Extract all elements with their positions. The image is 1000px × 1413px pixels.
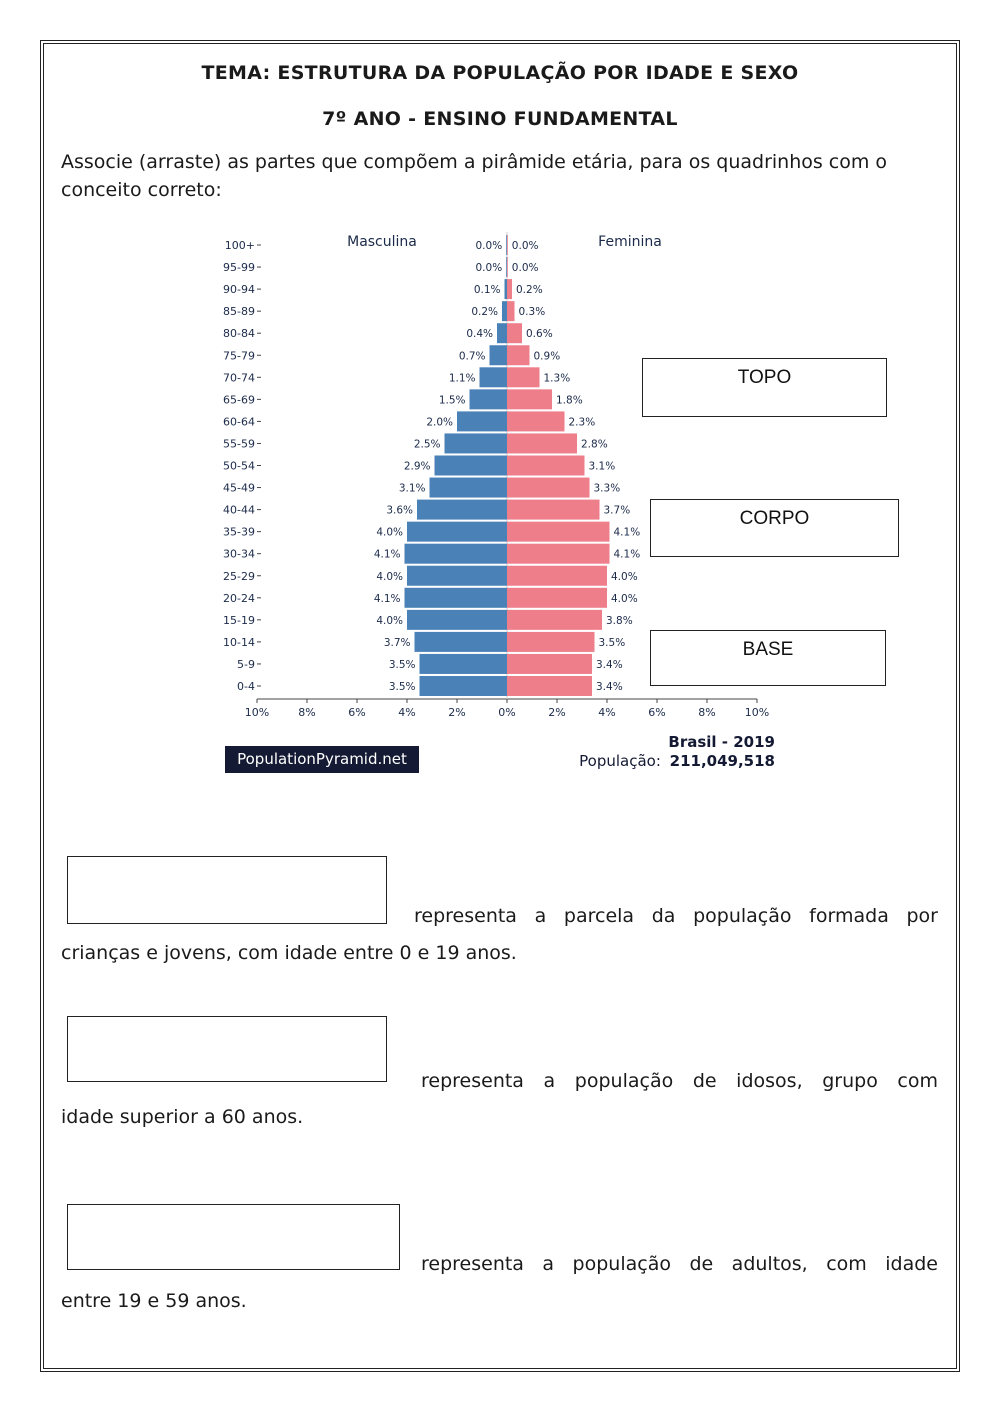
bar-feminina [507, 456, 585, 476]
age-group-label: 5-9 [237, 657, 255, 671]
age-group-label: 50-54 [223, 459, 255, 473]
bar-label-feminina: 3.1% [588, 460, 616, 473]
bar-masculina [502, 301, 507, 321]
x-tick-label: 2% [448, 706, 466, 720]
age-group-label: 60-64 [223, 415, 255, 429]
bar-masculina [506, 235, 507, 255]
instruction-text: Associe (arraste) as partes que compõem a pirâmide etária, para os quadrinhos com o conceito correto: [61, 151, 888, 201]
bar-masculina [470, 389, 508, 409]
bar-label-feminina: 2.8% [581, 438, 608, 451]
x-tick-label: 4% [598, 706, 616, 720]
bar-label-masculina: 0.0% [475, 262, 503, 275]
bar-feminina [507, 544, 610, 564]
bar-label-feminina: 1.8% [556, 394, 583, 407]
bar-label-feminina: 4.1% [613, 526, 641, 539]
bar-feminina [507, 522, 610, 542]
x-tick-label: 0% [498, 706, 516, 720]
bar-masculina [505, 279, 508, 299]
bar-label-feminina: 0.9% [533, 350, 561, 363]
page-subtitle: 7º ANO - ENSINO FUNDAMENTAL [322, 108, 678, 130]
bar-feminina [507, 257, 508, 277]
masculina-legend: Masculina [347, 234, 417, 250]
x-tick-label: 6% [348, 706, 366, 720]
bar-label-masculina: 3.7% [383, 636, 411, 649]
bar-feminina [507, 411, 565, 431]
bar-masculina [506, 257, 507, 277]
age-group-label: 15-19 [223, 613, 255, 627]
age-group-label: 45-49 [223, 481, 255, 495]
bar-masculina [407, 610, 507, 630]
bar-masculina [430, 478, 508, 498]
question-3-line2: entre 19 e 59 anos. [61, 1290, 247, 1312]
bar-label-masculina: 0.0% [475, 240, 503, 252]
bar-masculina [420, 676, 508, 696]
bar-feminina [507, 235, 508, 255]
populationpyramid-badge: PopulationPyramid.net [225, 746, 419, 773]
x-tick-label: 6% [648, 706, 666, 720]
bar-label-feminina: 3.5% [598, 636, 626, 649]
age-group-label: 90-94 [223, 283, 255, 297]
bar-masculina [405, 544, 508, 564]
bar-feminina [507, 367, 540, 387]
bar-feminina [507, 389, 552, 409]
bar-feminina [507, 433, 577, 453]
pyramid-bars [405, 235, 610, 696]
question-2-line1: representa a população de idosos, grupo com [421, 1070, 938, 1092]
x-tick-label: 8% [298, 706, 316, 720]
age-group-label: 80-84 [223, 327, 255, 341]
bar-masculina [445, 433, 508, 453]
x-tick-label: 2% [548, 706, 566, 720]
bar-label-feminina: 3.8% [606, 614, 633, 627]
bar-label-masculina: 4.0% [376, 526, 403, 539]
bar-label-masculina: 3.5% [388, 658, 416, 671]
age-group-label: 35-39 [223, 525, 255, 539]
bar-label-feminina: 3.7% [603, 504, 631, 517]
bar-feminina [507, 478, 590, 498]
bar-label-feminina: 0.0% [511, 240, 539, 252]
bar-label-feminina: 1.3% [543, 372, 571, 385]
drop-target-2[interactable] [67, 1016, 387, 1082]
bar-masculina [435, 456, 508, 476]
chart-population [579, 752, 775, 770]
bar-label-masculina: 0.2% [471, 306, 498, 319]
bar-feminina [507, 301, 515, 321]
x-tick-label: 8% [698, 706, 716, 720]
bar-label-feminina: 4.1% [613, 548, 641, 561]
age-group-label: 70-74 [223, 371, 255, 385]
bar-label-feminina: 0.6% [526, 328, 553, 341]
bar-label-feminina: 3.4% [596, 658, 623, 671]
feminina-legend: Feminina [598, 234, 662, 250]
bar-feminina [507, 345, 530, 365]
age-group-label: 65-69 [223, 393, 255, 407]
bar-label-masculina: 2.0% [426, 416, 453, 429]
draggable-base[interactable]: BASE [650, 630, 886, 686]
bar-label-feminina: 0.2% [516, 284, 543, 297]
bar-label-feminina: 4.0% [611, 592, 638, 605]
bar-label-masculina: 3.1% [398, 482, 426, 495]
drop-target-1[interactable] [67, 856, 387, 924]
population-value: 211,049,518 [669, 752, 775, 770]
page-title: TEMA: ESTRUTURA DA POPULAÇÃO POR IDADE E SEXO [201, 62, 799, 84]
age-group-label: 30-34 [223, 547, 255, 561]
bar-masculina [417, 500, 507, 520]
bar-masculina [407, 522, 507, 542]
bar-feminina [507, 632, 595, 652]
age-group-label: 75-79 [223, 349, 255, 363]
bar-label-feminina: 3.4% [596, 681, 623, 693]
bar-label-feminina: 0.0% [511, 262, 539, 275]
bar-masculina [457, 411, 507, 431]
bar-label-masculina: 4.1% [373, 592, 401, 605]
bar-feminina [507, 654, 592, 674]
bar-masculina [480, 367, 508, 387]
age-group-label: 95-99 [223, 261, 255, 275]
bar-feminina [507, 588, 607, 608]
bar-label-masculina: 3.5% [388, 681, 416, 693]
bar-label-masculina: 4.1% [373, 548, 401, 561]
bar-masculina [415, 632, 508, 652]
bar-feminina [507, 610, 602, 630]
question-1-line2: crianças e jovens, com idade entre 0 e 19 anos. [61, 942, 517, 964]
bar-label-masculina: 2.9% [403, 460, 431, 473]
age-group-label: 25-29 [223, 569, 255, 583]
bar-label-feminina: 3.3% [593, 482, 621, 495]
bar-label-masculina: 4.0% [376, 570, 403, 583]
age-group-label: 0-4 [237, 680, 255, 693]
bar-label-masculina: 0.1% [473, 284, 501, 297]
age-group-label: 10-14 [223, 635, 255, 649]
population-label: População: [579, 752, 661, 770]
age-group-label: 55-59 [223, 437, 255, 451]
bar-feminina [507, 279, 512, 299]
x-tick-label: 4% [398, 706, 416, 720]
question-1-line1: representa a parcela da população formada por [414, 905, 938, 927]
bar-feminina [507, 323, 522, 343]
chart-country-year: Brasil - 2019 [668, 733, 775, 751]
x-tick-label: 10% [244, 706, 270, 720]
bar-masculina [420, 654, 508, 674]
bar-masculina [407, 566, 507, 586]
bar-masculina [497, 323, 507, 343]
age-group-label: 85-89 [223, 305, 255, 319]
bar-label-masculina: 3.6% [386, 504, 413, 517]
bar-label-masculina: 1.1% [448, 372, 476, 385]
bar-masculina [490, 345, 508, 365]
age-group-label: 40-44 [223, 503, 255, 517]
draggable-topo[interactable]: TOPO [642, 358, 887, 417]
bar-label-masculina: 2.5% [413, 438, 441, 451]
bar-feminina [507, 566, 607, 586]
age-group-label: 20-24 [223, 591, 255, 605]
bar-label-feminina: 0.3% [518, 306, 546, 319]
drop-target-3[interactable] [67, 1204, 400, 1270]
bar-label-masculina: 1.5% [438, 394, 466, 407]
x-tick-label: 10% [744, 706, 770, 720]
bar-label-masculina: 0.4% [466, 328, 493, 341]
age-group-label: 100+ [224, 239, 255, 252]
bar-feminina [507, 500, 600, 520]
question-2-line2: idade superior a 60 anos. [61, 1106, 304, 1128]
bar-masculina [405, 588, 508, 608]
bar-label-feminina: 4.0% [611, 570, 638, 583]
bar-label-masculina: 0.7% [458, 350, 486, 363]
bar-label-masculina: 4.0% [376, 614, 403, 627]
bar-feminina [507, 676, 592, 696]
bar-label-feminina: 2.3% [568, 416, 596, 429]
question-3-line1: representa a população de adultos, com idade [421, 1253, 938, 1275]
draggable-corpo[interactable]: CORPO [650, 499, 899, 557]
